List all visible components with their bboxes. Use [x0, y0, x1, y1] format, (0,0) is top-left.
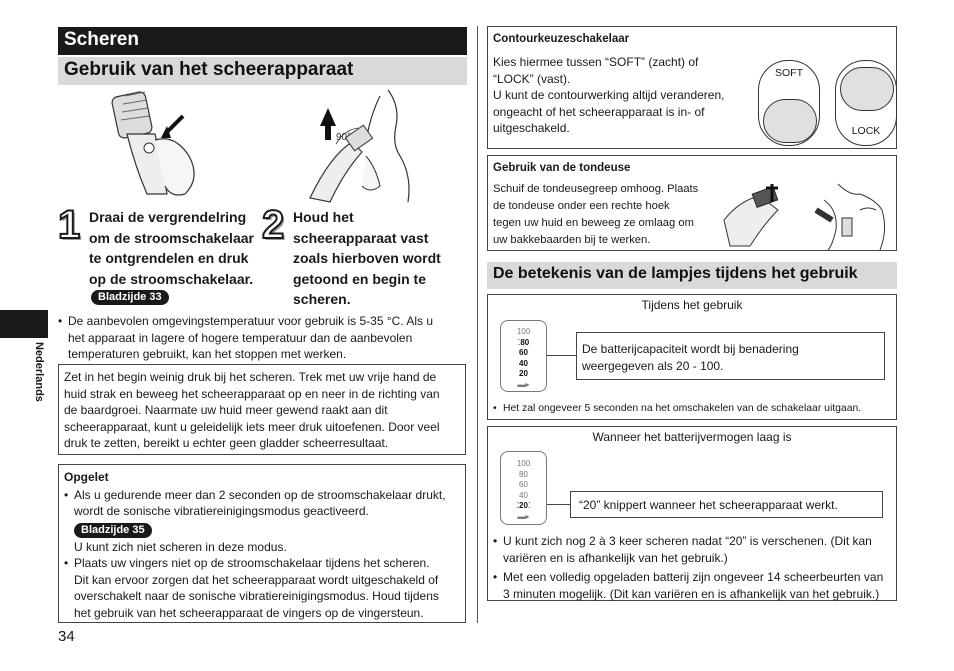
- step-1-number: 1: [58, 203, 81, 247]
- contour-text: Kies hiermee tussen “SOFT” (zacht) of “LOCK” (vast). U kunt de contourwerking altijd veranderen, ongeacht of het scheerapparaat is in- of uitgeschakeld.: [493, 55, 725, 135]
- lock-label: LOCK: [851, 125, 881, 137]
- lamps-section-title: De betekenis van de lampjes tijdens het gebruik: [487, 262, 897, 289]
- low-bullet-2: • Met een volledig opgeladen batterij zijn ongeveer 14 scheerbeurten van 3 minuten mogelijk. (Dit kan variëren en is afhankelijk van het gebruik.): [493, 569, 893, 602]
- soft-label: SOFT: [775, 67, 803, 79]
- usage-level-80: ⁚80: [517, 337, 530, 347]
- low-callout-line: [547, 504, 570, 505]
- caution-title: Opgelet: [64, 470, 109, 484]
- usage-level-60: 60: [519, 348, 528, 357]
- temperature-note: • De aanbevolen omgevingstemperatuur voor gebruik is 5-35 °C. Als u het apparaat in lagere of hogere temperatuur dan de aanbevolen temperaturen gebruikt, kan het stoppen met werken.: [58, 313, 478, 363]
- shaving-angle-illustration: [300, 86, 435, 204]
- lamps-usage-box: [487, 294, 897, 420]
- usage-battery-display: [500, 320, 547, 392]
- step-2-text: Houd het scheerapparaat vast zoals hierboven wordt getoond en begin te scheren.: [293, 209, 441, 307]
- step-2-number: 2: [262, 203, 285, 247]
- low-caption: Wanneer het batterijvermogen laag is: [592, 430, 792, 444]
- usage-note: • Het zal ongeveer 5 seconden na het omschakelen van de schakelaar uitgaan.: [493, 402, 901, 416]
- caution-bullet-1: • Als u gedurende meer dan 2 seconden op de stroomschakelaar drukt, wordt de sonische vibratiereinigingsmodus geactiveerd. Bladzijde 35 U kunt zich niet scheren in deze modus.: [64, 487, 460, 556]
- low-level-40: 40: [519, 490, 528, 500]
- language-label: Nederlands: [33, 342, 45, 402]
- lock-switch-knob: [840, 67, 894, 111]
- soft-switch-illustration: [758, 60, 820, 146]
- usage-callout: De batterijcapaciteit wordt bij benadering weergegeven als 20 - 100.: [576, 332, 885, 380]
- step-1-text: Draai de vergrendelring om de stroomschakelaar te ontgrendelen en druk op de stroomschakelaar.: [89, 209, 254, 287]
- lock-switch-illustration: [835, 60, 897, 146]
- shaving-tip-box: Zet in het begin weinig druk bij het scheren. Trek met uw vrije hand de huid strak en beweeg het scheerapparaat op en neer in de richting van de baardgroei. Naarmate uw huid meer gewend raakt aan dit scheerapparaat, kunt u geleidelijk iets meer druk uitoefenen. Door veel druk te zetten, bereikt u echter geen gladder scheerresultaat.: [58, 364, 466, 455]
- usage-level-20: 20: [519, 369, 528, 378]
- caution-box: [58, 464, 466, 623]
- usage-level-100: 100: [516, 327, 531, 336]
- contour-switch-box: [487, 26, 897, 149]
- low-level-100: 100: [516, 459, 531, 468]
- page-number: 34: [58, 628, 75, 645]
- plug-icon: ▬▸: [517, 511, 530, 521]
- trimmer-text: Schuif de tondeusegreep omhoog. Plaats de tondeuse onder een rechte hoek tegen uw huid en beweeg ze omlaag om uw bakkebaarden bij te werken.: [493, 183, 699, 246]
- shaver-power-illustration: [105, 86, 215, 204]
- low-level-60: 60: [519, 480, 528, 489]
- low-battery-display: [500, 451, 547, 525]
- trimmer-box: [487, 155, 897, 251]
- usage-caption: Tijdens het gebruik: [641, 298, 743, 312]
- soft-switch-knob: [763, 99, 817, 143]
- low-bullet-1: • U kunt zich nog 2 à 3 keer scheren nadat “20” is verschenen. (Dit kan variëren en is afhankelijk van het gebruik.): [493, 533, 893, 566]
- caution-bullet-2: • Plaats uw vingers niet op de stroomschakelaar tijdens het scheren. Dit kan ervoor zorgen dat het scheerapparaat wordt uitgeschakeld of overschakelt naar de sonische vibratiereinigingsmodus. Houd tijdens het gebruik van het scheerapparaat de vingers op de vingersteun.: [64, 555, 460, 621]
- trimmer-illustration: [720, 180, 895, 250]
- lamps-low-battery-box: [487, 426, 897, 601]
- language-tab: [0, 310, 48, 338]
- caution-page-ref[interactable]: Bladzijde 35: [74, 523, 152, 538]
- angle-label: 90°: [336, 132, 352, 143]
- low-level-80: 80: [519, 469, 528, 479]
- section-title: Scheren: [58, 27, 467, 55]
- usage-level-40: 40: [519, 358, 528, 368]
- low-bullets: [493, 533, 893, 602]
- subsection-title: Gebruik van het scheerapparaat: [58, 57, 467, 85]
- plug-icon: ▬▸: [517, 379, 530, 389]
- low-callout: “20” knippert wanneer het scheerapparaat werkt.: [570, 491, 883, 518]
- usage-callout-line: [547, 355, 576, 356]
- low-level-20: ⁚20⁚: [516, 501, 531, 510]
- step-1-page-ref[interactable]: Bladzijde 33: [91, 290, 169, 305]
- trimmer-title: Gebruik van de tondeuse: [493, 162, 631, 174]
- contour-title: Contourkeuzeschakelaar: [493, 33, 630, 45]
